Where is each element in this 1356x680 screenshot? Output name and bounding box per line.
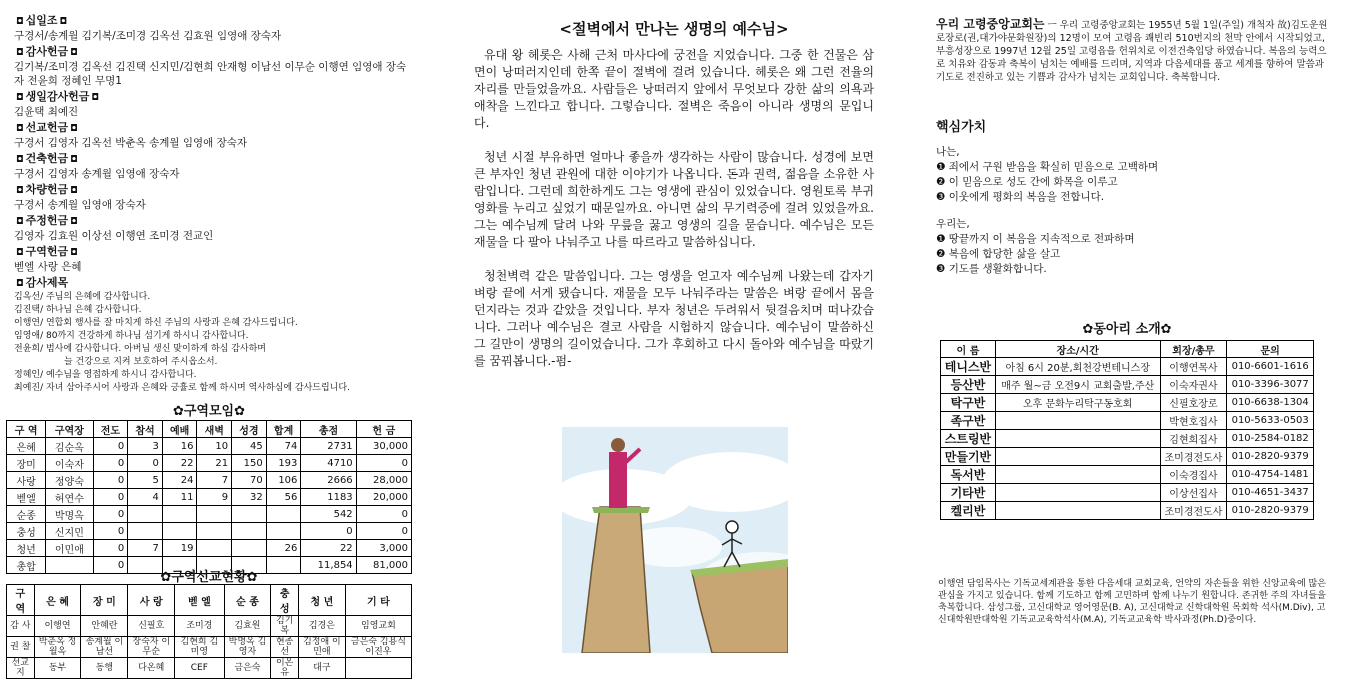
table-cell: 150 bbox=[232, 455, 267, 472]
offering-names: 김윤택 최예진 bbox=[14, 106, 79, 118]
offering-heading: ◘ 선교헌금 ◘ bbox=[16, 121, 78, 134]
table-cell: 010-3396-3077 bbox=[1227, 376, 1314, 394]
table-header-cell: 구 역 bbox=[7, 585, 35, 616]
club-table-title: ✿동아리 소개✿ bbox=[1082, 322, 1172, 337]
sermon-paragraph: 청년 시절 부유하면 얼마나 좋을까 생각하는 사람이 많습니다. 성경에 보면 큰 부자인 청년 관원에 대한 이야기가 나옵니다. 돈과 권력, 젊음을 소유한 사람입니다. 그런데 희한하게도 그는 영생에 관심이 있었습니다. 영원토록 부귀영화를 누리고 싶었기 때문일까요. 아니면 삶의 무기력증에 걸려 있었을까요. 그는 예수님께 달려 나와 무릎을 꿇고 영생의 길을 묻습니다. 예수님은 모든 재물을 다 팔아 나눠주고 나를 따르라고 말씀하십니다. bbox=[474, 150, 874, 249]
table-header-cell: 구 역 bbox=[7, 421, 46, 438]
table-cell: 22 bbox=[301, 540, 356, 557]
thanks-item: 임영애/ 80까지 건강하게 하나님 섬기게 하시니 감사합니다. bbox=[14, 331, 249, 341]
zone-row bbox=[7, 523, 412, 540]
table-cell bbox=[162, 506, 197, 523]
table-cell: 4710 bbox=[301, 455, 356, 472]
thanks-item: 늘 건강으로 지켜 보호하여 주시옵소서. bbox=[64, 357, 218, 367]
club-row bbox=[941, 466, 1314, 484]
core-value-item: ❷ 복음에 합당한 삶을 살고 bbox=[936, 248, 1061, 260]
sermon-body bbox=[474, 47, 874, 370]
church-intro bbox=[936, 18, 1328, 84]
table-cell: 0 bbox=[93, 540, 128, 557]
table-cell: 70 bbox=[232, 472, 267, 489]
table-cell: 박춘옥 정월옥 bbox=[34, 637, 81, 658]
table-cell: 정양숙 bbox=[46, 472, 93, 489]
table-cell: 이온유 bbox=[271, 658, 299, 679]
table-cell: 이행연목사 bbox=[1160, 358, 1227, 376]
church-intro-text: ㅡ 우리 고령중앙교회는 1955년 5월 1일(주일) 개척자 故)김도운원로장로(권,대가야문화원장)의 12명이 모여 고령읍 쾌빈리 510번지의 천막 안에서 시작되었고, 부흥성장으로 1997년 12월 25일 고령읍을 헌위치로 이전건축입당 하였습니다. 복음의 능력으로 치유와 감동과 축복이 넘치는 예배를 드리며, 지역과 다음세대를 품고 세계를 향하여 말씀과 기도로 전진하고 있는 기쁨과 감사가 넘치는 교회입니다. 축복합니다. bbox=[936, 20, 1328, 83]
table-cell bbox=[197, 540, 232, 557]
core-values bbox=[936, 116, 1328, 277]
table-header-cell: 예배 bbox=[162, 421, 197, 438]
table-cell: 0 bbox=[356, 455, 411, 472]
table-cell: 박명옥 김영자 bbox=[224, 637, 271, 658]
offering-names: 구경서 송계월 임영애 장숙자 bbox=[14, 199, 146, 211]
table-cell bbox=[197, 523, 232, 540]
table-cell: 7 bbox=[128, 540, 163, 557]
zone-row bbox=[7, 455, 412, 472]
table-cell: 신필호장로 bbox=[1160, 394, 1227, 412]
church-intro-lead: 우리 고령중앙교회는 bbox=[936, 17, 1045, 31]
table-cell: 81,000 bbox=[356, 557, 411, 574]
table-cell: 오후 문화누리탁구동호회 bbox=[995, 394, 1160, 412]
table-cell bbox=[995, 430, 1160, 448]
table-cell: 선교지 bbox=[7, 658, 35, 679]
table-cell: 김경은 bbox=[298, 616, 345, 637]
i-items bbox=[936, 160, 1328, 205]
core-value-item: ❶ 죄에서 구원 받음을 확실히 믿음으로 고백하며 bbox=[936, 161, 1159, 173]
table-cell: 박명옥 bbox=[46, 506, 93, 523]
table-cell: 김현희집사 bbox=[1160, 430, 1227, 448]
thanks-item: 전윤희/ 범사에 감사합니다. 아버님 생신 맞이하게 하심 감사하며 bbox=[14, 344, 266, 354]
table-header-cell: 합계 bbox=[266, 421, 301, 438]
zone-row bbox=[7, 506, 412, 523]
core-value-item: ❶ 땅끝까지 이 복음을 지속적으로 전파하며 bbox=[936, 233, 1135, 245]
zone-row bbox=[7, 472, 412, 489]
table-cell: 45 bbox=[232, 438, 267, 455]
table-cell: 56 bbox=[266, 489, 301, 506]
table-cell bbox=[266, 523, 301, 540]
table-cell bbox=[232, 506, 267, 523]
offering-names: 김기복/조미경 김옥선 김진택 신지민/김현희 안재형 이남선 이무순 이행연 임영애 장숙자 전윤희 정혜인 무명1 bbox=[14, 61, 407, 87]
table-cell: 대구 bbox=[298, 658, 345, 679]
table-cell: 010-6638-1304 bbox=[1227, 394, 1314, 412]
table-cell: 19 bbox=[162, 540, 197, 557]
table-cell: 아침 6시 20분,회천강변테니스장 bbox=[995, 358, 1160, 376]
table-cell bbox=[197, 506, 232, 523]
zone-row bbox=[7, 489, 412, 506]
club-row bbox=[941, 502, 1314, 520]
mission-row bbox=[7, 658, 412, 679]
table-cell: 0 bbox=[93, 523, 128, 540]
table-cell: 010-2584-0182 bbox=[1227, 430, 1314, 448]
offering-names: 구경서/송계월 김기복/조미경 김옥선 김효원 임영애 장숙자 bbox=[14, 30, 282, 42]
table-cell: 독서반 bbox=[941, 466, 996, 484]
table-cell: 20,000 bbox=[356, 489, 411, 506]
table-cell: 32 bbox=[232, 489, 267, 506]
offering-names: 구경서 김영자 김옥선 박춘옥 송계월 임영애 장숙자 bbox=[14, 137, 248, 149]
table-cell: 사랑 bbox=[7, 472, 46, 489]
cliff-illustration-svg bbox=[562, 427, 788, 653]
table-cell: 3,000 bbox=[356, 540, 411, 557]
table-header-cell: 은 혜 bbox=[34, 585, 81, 616]
offering-heading: ◘ 건축헌금 ◘ bbox=[16, 152, 78, 165]
pastor-intro: 이행연 담임목사는 기독교세계관을 통한 다음세대 교회교육, 언약의 자손들을 위한 신앙교육에 많은 관심을 가지고 있습니다. 함께 기도하고 함께 고민하며 함께 나누기 원합니다. 존귀한 주의 자녀들을 축복합니다. 삼성그룹, 고신대학교 영어영문(B. A), 고신대학교 신학대학원 목회학 석사(M.Div), 고신대학원반대학원 기독교교육학석사(M.A), 기독교교육학 박사과정(Ph.D)중이다. bbox=[938, 579, 1326, 625]
table-cell: 이상선집사 bbox=[1160, 484, 1227, 502]
table-cell: 2666 bbox=[301, 472, 356, 489]
table-cell bbox=[995, 466, 1160, 484]
table-cell: 순종 bbox=[7, 506, 46, 523]
table-header-cell: 벧 엘 bbox=[175, 585, 224, 616]
zone-row bbox=[7, 438, 412, 455]
offering-list bbox=[14, 14, 414, 274]
table-cell: 만들기반 bbox=[941, 448, 996, 466]
table-header-cell: 전도 bbox=[93, 421, 128, 438]
sermon-paragraph: 유대 왕 헤롯은 사해 근처 마사다에 궁전을 지었습니다. 그중 한 건물은 삼면이 낭떠러지인데 한쪽 끝이 절벽에 걸려 있습니다. 헤롯은 왜 그런 전율의 자리를 만들었을까요. 사람들은 낭떠러지 앞에서 무엇보다 강한 삶의 의욕과 애착을 느낀다고 합니다. 그렇습니다. 절벽은 죽음이 아니라 생명의 문입니다. bbox=[474, 48, 874, 130]
table-header-cell: 회장/총무 bbox=[1160, 341, 1227, 358]
table-cell: 010-6601-1616 bbox=[1227, 358, 1314, 376]
club-row bbox=[941, 484, 1314, 502]
table-cell: 193 bbox=[266, 455, 301, 472]
table-cell: 금은숙 김용식 이진우 bbox=[345, 637, 411, 658]
offering-heading: ◘ 감사헌금 ◘ bbox=[16, 45, 78, 58]
table-cell: 106 bbox=[266, 472, 301, 489]
table-cell bbox=[266, 506, 301, 523]
offering-heading: ◘ 생일감사헌금 ◘ bbox=[16, 90, 99, 103]
table-cell: 9 bbox=[197, 489, 232, 506]
table-cell: 11,854 bbox=[301, 557, 356, 574]
thanks-item: 이행연/ 연합회 행사를 잘 마치게 하신 주님의 사랑과 은혜 감사드립니다. bbox=[14, 318, 298, 328]
table-cell: 임영교회 bbox=[345, 616, 411, 637]
we-title: 우리는, bbox=[936, 218, 970, 230]
table-cell: 0 bbox=[93, 438, 128, 455]
core-value-item: ❸ 기도를 생활화합니다. bbox=[936, 263, 1047, 275]
table-cell: 28,000 bbox=[356, 472, 411, 489]
table-cell: 0 bbox=[93, 489, 128, 506]
right-column bbox=[936, 0, 1328, 277]
sermon-column bbox=[474, 0, 874, 387]
table-cell: 0 bbox=[356, 523, 411, 540]
club-row bbox=[941, 430, 1314, 448]
table-cell: 금은숙 bbox=[224, 658, 271, 679]
table-cell: 이행연 bbox=[34, 616, 81, 637]
offering-heading: ◘ 십일조 ◘ bbox=[16, 14, 68, 27]
offering-heading: ◘ 구역헌금 ◘ bbox=[16, 245, 78, 258]
club-row bbox=[941, 376, 1314, 394]
offering-names: 김영자 김효원 이상선 이행연 조미경 전교인 bbox=[14, 230, 214, 242]
table-cell: 0 bbox=[93, 506, 128, 523]
sermon-paragraph: 청천벽력 같은 말씀입니다. 그는 영생을 얻고자 예수님께 나왔는데 갑자기 벼랑 끝에 서게 됐습니다. 재물을 모두 나눠주라는 말씀은 벼랑 끝에서 몸을 던지라는 것과 같았을 것입니다. 부자 청년은 두려워서 뒷걸음치며 떠나갔습니다. 그러나 예수님은 결코 사람을 시험하지 않습니다. 예수님이 말씀하신 그 길만이 생명의 길이었습니다. 그가 후회하고 다시 돌아와 예수님을 따랐기를 꿈꿔봅니다.-펌- bbox=[474, 269, 874, 368]
mission-table bbox=[6, 584, 412, 679]
table-cell: 30,000 bbox=[356, 438, 411, 455]
thanks-list bbox=[14, 291, 414, 395]
table-header-cell: 구역장 bbox=[46, 421, 93, 438]
table-cell: 탁구반 bbox=[941, 394, 996, 412]
mission-table-title: ✿구역선교현황✿ bbox=[160, 570, 258, 585]
table-header-cell: 총점 bbox=[301, 421, 356, 438]
mission-row bbox=[7, 637, 412, 658]
table-cell: 010-5633-0503 bbox=[1227, 412, 1314, 430]
mission-row bbox=[7, 616, 412, 637]
table-cell: 0 bbox=[356, 506, 411, 523]
zone-table-title: ✿구역모임✿ bbox=[172, 404, 246, 419]
we-items bbox=[936, 232, 1328, 277]
table-cell: 22 bbox=[162, 455, 197, 472]
table-cell: 26 bbox=[266, 540, 301, 557]
table-cell: 이숙자 bbox=[46, 455, 93, 472]
table-cell: 청년 bbox=[7, 540, 46, 557]
table-cell: 10 bbox=[197, 438, 232, 455]
table-header-cell: 장 미 bbox=[81, 585, 128, 616]
table-header-cell: 사 랑 bbox=[128, 585, 175, 616]
table-cell: 21 bbox=[197, 455, 232, 472]
table-cell: 다온혜 bbox=[128, 658, 175, 679]
table-cell: 허연수 bbox=[46, 489, 93, 506]
table-cell: 은혜 bbox=[7, 438, 46, 455]
core-value-item: ❸ 이웃에게 평화의 복음을 전합니다. bbox=[936, 191, 1105, 203]
table-cell: 010-4754-1481 bbox=[1227, 466, 1314, 484]
table-cell: 5 bbox=[128, 472, 163, 489]
table-header-cell: 장소/시간 bbox=[995, 341, 1160, 358]
table-cell: 벧엘 bbox=[7, 489, 46, 506]
table-cell: 충성 bbox=[7, 523, 46, 540]
table-cell: 0 bbox=[301, 523, 356, 540]
thanks-item: 김옥선/ 주님의 은혜에 감사합니다. bbox=[14, 292, 151, 302]
club-row bbox=[941, 448, 1314, 466]
table-cell: CEF bbox=[175, 658, 224, 679]
table-cell: 11 bbox=[162, 489, 197, 506]
table-header-cell: 참석 bbox=[128, 421, 163, 438]
table-header-cell: 순 종 bbox=[224, 585, 271, 616]
table-cell: 동행 bbox=[81, 658, 128, 679]
table-cell: 이숙경집사 bbox=[1160, 466, 1227, 484]
i-title: 나는, bbox=[936, 146, 960, 158]
offering-heading: ◘ 주정헌금 ◘ bbox=[16, 214, 78, 227]
table-header-cell: 청 년 bbox=[298, 585, 345, 616]
table-cell bbox=[995, 484, 1160, 502]
table-cell: 족구반 bbox=[941, 412, 996, 430]
table-cell: 16 bbox=[162, 438, 197, 455]
table-cell bbox=[232, 540, 267, 557]
core-value-item: ❷ 이 믿음으로 성도 간에 화목을 이루고 bbox=[936, 176, 1118, 188]
table-cell: 현종선 bbox=[271, 637, 299, 658]
table-cell: 조미경전도사 bbox=[1160, 448, 1227, 466]
thanks-item: 정혜인/ 예수님을 영접하게 하시니 감사합니다. bbox=[14, 370, 197, 380]
table-cell: 테니스반 bbox=[941, 358, 996, 376]
table-cell: 신지민 bbox=[46, 523, 93, 540]
offering-names: 구경서 김영자 송계월 임영애 장숙자 bbox=[14, 168, 180, 180]
table-cell: 기타반 bbox=[941, 484, 996, 502]
sermon-title: <절벽에서 만나는 생명의 예수님> bbox=[559, 20, 789, 38]
offering-heading: ◘ 차량헌금 ◘ bbox=[16, 183, 78, 196]
table-cell bbox=[995, 448, 1160, 466]
table-cell: 1183 bbox=[301, 489, 356, 506]
left-column bbox=[14, 12, 414, 395]
table-cell: 안혜란 bbox=[81, 616, 128, 637]
table-header-cell: 헌 금 bbox=[356, 421, 411, 438]
table-cell: 7 bbox=[197, 472, 232, 489]
table-header-cell: 이 름 bbox=[941, 341, 996, 358]
club-row bbox=[941, 394, 1314, 412]
table-cell bbox=[128, 506, 163, 523]
table-cell: 동부 bbox=[34, 658, 81, 679]
table-cell: 조미경 bbox=[175, 616, 224, 637]
thanks-heading: ◘ 감사제목 bbox=[16, 276, 69, 289]
zone-table bbox=[6, 420, 412, 574]
table-cell bbox=[995, 412, 1160, 430]
thanks-item: 김진택/ 하나님 은혜 감사합니다. bbox=[14, 305, 142, 315]
table-cell: 0 bbox=[93, 472, 128, 489]
table-cell: 켈리반 bbox=[941, 502, 996, 520]
table-cell: 장미 bbox=[7, 455, 46, 472]
table-cell bbox=[162, 523, 197, 540]
table-cell: 542 bbox=[301, 506, 356, 523]
table-cell: 김현희 김미영 bbox=[175, 637, 224, 658]
table-cell: 010-2820-9379 bbox=[1227, 448, 1314, 466]
table-cell bbox=[128, 523, 163, 540]
table-cell: 감 사 bbox=[7, 616, 35, 637]
table-cell: 신필호 bbox=[128, 616, 175, 637]
table-header-cell: 충 성 bbox=[271, 585, 299, 616]
table-cell: 2731 bbox=[301, 438, 356, 455]
table-cell: 010-4651-3437 bbox=[1227, 484, 1314, 502]
table-cell: 총합 bbox=[7, 557, 46, 574]
table-header-cell: 새벽 bbox=[197, 421, 232, 438]
table-cell: 김정애 이민애 bbox=[298, 637, 345, 658]
thanks-item: 최예진/ 자녀 삼아주시어 사랑과 은혜와 긍휼로 함께 하시며 역사하심에 감사드립니다. bbox=[14, 383, 350, 393]
core-values-title: 핵심가치 bbox=[936, 120, 987, 135]
table-cell: 010-2820-9379 bbox=[1227, 502, 1314, 520]
table-cell: 장숙자 이무순 bbox=[128, 637, 175, 658]
club-row bbox=[941, 412, 1314, 430]
table-cell: 0 bbox=[93, 557, 128, 574]
table-cell: 이숙자권사 bbox=[1160, 376, 1227, 394]
table-cell: 김기복 bbox=[271, 616, 299, 637]
table-cell: 74 bbox=[266, 438, 301, 455]
table-cell bbox=[232, 523, 267, 540]
table-cell: 0 bbox=[128, 455, 163, 472]
club-table bbox=[940, 340, 1314, 520]
table-cell: 24 bbox=[162, 472, 197, 489]
table-cell: 4 bbox=[128, 489, 163, 506]
table-cell: 김효원 bbox=[224, 616, 271, 637]
table-header-cell: 성경 bbox=[232, 421, 267, 438]
table-cell: 0 bbox=[93, 455, 128, 472]
table-cell: 매주 월~금 오전9시 교회출발,주산 bbox=[995, 376, 1160, 394]
table-cell: 스트링반 bbox=[941, 430, 996, 448]
table-cell bbox=[345, 658, 411, 679]
table-cell: 김순옥 bbox=[46, 438, 93, 455]
club-row bbox=[941, 358, 1314, 376]
offering-names: 벧엘 사랑 은혜 bbox=[14, 261, 82, 273]
table-cell: 조미경전도사 bbox=[1160, 502, 1227, 520]
table-cell: 3 bbox=[128, 438, 163, 455]
cliff-illustration bbox=[562, 427, 788, 653]
table-header-cell: 문의 bbox=[1227, 341, 1314, 358]
table-header-cell: 기 타 bbox=[345, 585, 411, 616]
table-cell: 등산반 bbox=[941, 376, 996, 394]
zone-row bbox=[7, 540, 412, 557]
table-cell: 박현호집사 bbox=[1160, 412, 1227, 430]
table-cell: 이민애 bbox=[46, 540, 93, 557]
table-cell: 권 찰 bbox=[7, 637, 35, 658]
table-cell bbox=[995, 502, 1160, 520]
table-cell: 송계월 이남선 bbox=[81, 637, 128, 658]
